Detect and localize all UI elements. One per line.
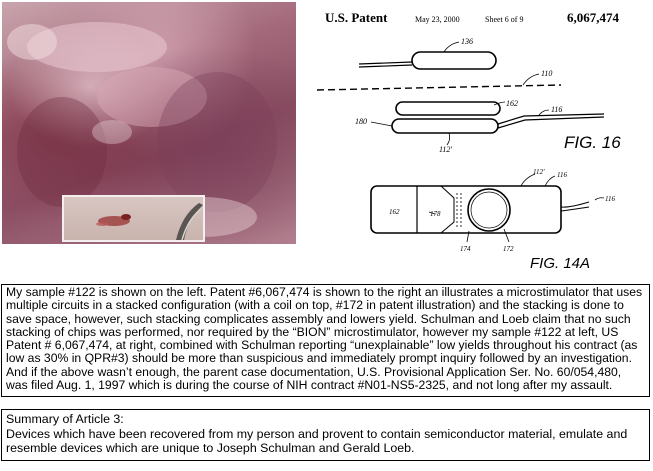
stacked-chip-top — [396, 102, 500, 115]
patent-drawing — [299, 2, 651, 272]
coil-element — [412, 52, 496, 69]
ref-136: 136 — [461, 37, 473, 46]
ref-180: 180 — [355, 117, 367, 126]
microscope-inset-icon — [64, 197, 203, 240]
fig14a-label: FIG. 14A — [530, 255, 591, 272]
ref-172: 172 — [503, 245, 514, 253]
ref-174: 174 — [460, 245, 471, 253]
patent-number: 6,067,474 — [567, 10, 619, 25]
ref-116-c: 116 — [605, 195, 615, 203]
ref-112-prime-2: 112' — [533, 168, 545, 176]
ref-162: 162 — [506, 99, 518, 108]
summary-text: Devices which have been recovered from my person and provent to contain semiconductor material, emulate and resemble devices which are unique to Joseph Schulman and Gerald Loeb. — [6, 426, 628, 455]
caption-text: My sample #122 is shown on the left. Patent #6,067,474 is shown to the right an illustrates a microstimulator that uses multiple circuits in a stacked configuration (with a coil on top, #172 in patent illustration) and the stacking is done to save space, however, such stacking complicates assembly and lowers yield. Schulman and Loeb claim that no such stacking of chips was performed, nor required by the “BION” microstimulator, however my sample #122 at left, US Patent # 6,067,474, at right, combined with Schulman reporting “unexplainable” low yields throughout his contract (as low as 30% in QPR#3) should be more than suspicious and immediately prompt inquiry followed by an investigation. And if the above wasn’t enough, the parent case documentation, U.S. Provisional Application Ser. No. 60/054,480, was filed Aug. 1, 1997 which is during the course of NIH contract #N01-NS5-2325, and not long after my assault. — [6, 285, 643, 393]
ref-112-prime: 112' — [439, 145, 453, 154]
device-top-view — [371, 186, 561, 233]
caption-box — [1, 284, 650, 397]
patent-office: U.S. Patent — [325, 10, 388, 25]
ref-116-b: 116 — [557, 171, 567, 179]
photo-inset — [62, 195, 205, 242]
summary-box — [1, 409, 650, 461]
fig16-label: FIG. 16 — [564, 133, 621, 152]
ref-162-b: 162 — [389, 208, 400, 216]
ref-110: 110 — [541, 69, 553, 78]
ref-178: 178 — [430, 210, 441, 218]
summary-title: Summary of Article 3: — [6, 412, 124, 426]
patent-sheet: Sheet 6 of 9 — [485, 15, 524, 24]
stacked-chip-bottom — [392, 119, 498, 133]
sample-photo — [2, 2, 296, 244]
patent-date: May 23, 2000 — [415, 15, 460, 24]
coil-circle — [468, 189, 510, 231]
ref-116-a: 116 — [551, 105, 563, 114]
patent-figure-icon — [299, 2, 651, 272]
